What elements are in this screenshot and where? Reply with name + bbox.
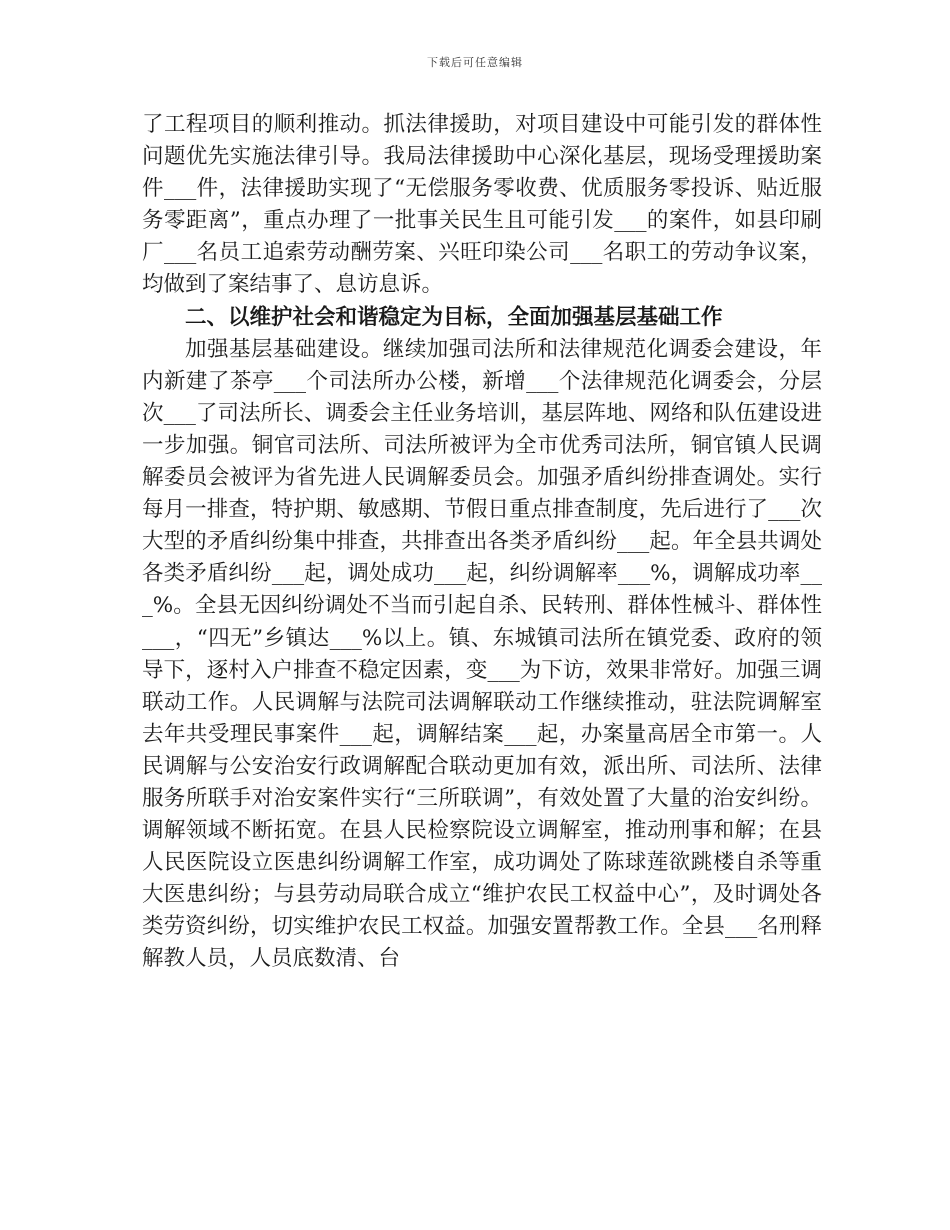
page-header: 下载后可任意编辑 [427,56,523,69]
section-heading-2: 二、以维护社会和谐稳定为目标，全面加强基层基础工作 [185,304,723,330]
document-body [142,109,822,976]
paragraph-grassroots: 加强基层基础建设。继续加强司法所和法律规范化调委会建设，年内新建了茶亭___个司法所办公楼，新增___个法律规范化调委会，分层次___了司法所长、调委会主任业务培训，基层阵地、网络和队伍建设进一步加强。铜官司法所、司法所被评为全市优秀司法所，铜官镇人民调解委员会被评为省先进人民调解委员会。加强矛盾纠纷排查调处。实行每月一排查，特护期、敏感期、节假日重点排查制度，先后进行了___次大型的矛盾纠纷集中排查，共排查出各类矛盾纠纷___起。年全县共调处各类矛盾纠纷___起，调处成功___起，纠纷调解率___%，调解成功率___%。全县无因纠纷调处不当而引起自杀、民转刑、群体性械斗、群体性___，“四无”乡镇达___%以上。镇、东城镇司法所在镇党委、政府的领导下，逐村入户排查不稳定因素，变___为下访，效果非常好。加强三调联动工作。人民调解与法院司法调解联动工作继续推动，驻法院调解室去年共受理民事案件___起，调解结案___起，办案量高居全市第一。人民调解与公安治安行政调解配合联动更加有效，派出所、司法所、法律服务所联手对治安案件实行“三所联调”，有效处置了大量的治安纠纷。调解领域不断拓宽。在县人民检察院设立调解室，推动刑事和解；在县人民医院设立医患纠纷调解工作室，成功调处了陈球莲欲跳楼自杀等重大医患纠纷；与县劳动局联合成立“维护农民工权益中心”，及时调处各类劳资纠纷，切实维护农民工权益。加强安置帮教工作。全县___名刑释解教人员，人员底数清、台 [142,336,822,972]
paragraph-legal-aid: 了工程项目的顺利推动。抓法律援助，对项目建设中可能引发的群体性问题优先实施法律引导。我局法律援助中心深化基层，现场受理援助案件___件，法律援助实现了“无偿服务零收费、优质服务零投诉、贴近服务零距离”，重点办理了一批事关民生且可能引发___的案件，如县印刷厂___名员工追索劳动酬劳案、兴旺印染公司___名职工的劳动争议案，均做到了案结事了、息访息诉。 [142,112,822,298]
